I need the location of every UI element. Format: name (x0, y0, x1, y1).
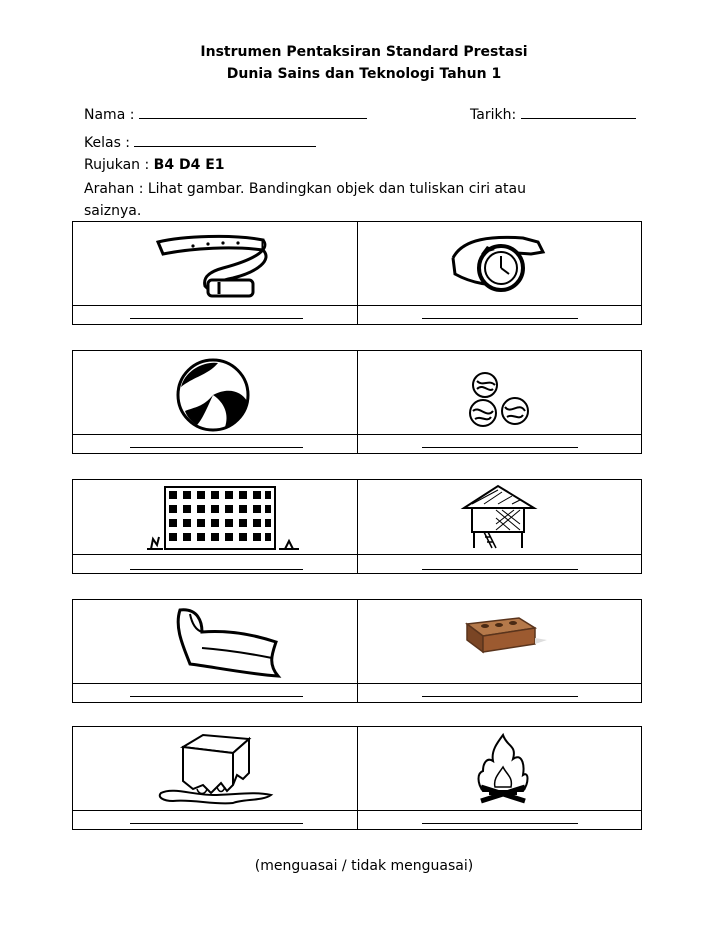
answer-line-left-1[interactable] (130, 318, 303, 319)
rujukan-row (84, 157, 225, 173)
arahan-line-1: Arahan : Lihat gambar. Bandingkan objek dan tuliskan ciri atau (84, 181, 526, 197)
answer-line-right-1[interactable] (422, 318, 578, 319)
nama-field[interactable] (139, 104, 367, 119)
page-subtitle: Dunia Sains dan Teknologi Tahun 1 (226, 66, 502, 82)
answer-line-right-5[interactable] (422, 823, 578, 824)
kelas-row (84, 132, 316, 151)
page-title: Instrumen Pentaksiran Standard Prestasi (200, 44, 528, 60)
belt-icon (153, 230, 273, 300)
comparison-table-3 (72, 479, 642, 574)
comparison-table-1 (72, 221, 642, 325)
kelas-label: Kelas : (84, 135, 135, 151)
beach-ball-icon (173, 357, 253, 433)
melting-ice-icon (153, 729, 283, 809)
marbles-icon (463, 371, 543, 433)
campfire-icon (473, 731, 533, 807)
nama-row (84, 104, 367, 123)
wristwatch-icon (443, 228, 553, 300)
answer-line-left-3[interactable] (130, 569, 303, 570)
tarikh-label: Tarikh: (470, 107, 521, 123)
brick-icon (463, 608, 549, 656)
assessment-result-options: (menguasai / tidak menguasai) (254, 858, 474, 874)
tarikh-row (470, 104, 636, 123)
rujukan-value: B4 D4 E1 (153, 157, 225, 173)
arahan-line-2: saiznya. (84, 203, 142, 219)
answer-line-right-3[interactable] (422, 569, 578, 570)
pillow-icon (168, 604, 288, 680)
comparison-table-4 (72, 599, 642, 703)
rujukan-label: Rujukan : (84, 157, 154, 173)
answer-line-right-4[interactable] (422, 696, 578, 697)
wooden-hut-icon (458, 482, 538, 552)
apartment-building-icon (143, 483, 303, 553)
comparison-table-2 (72, 350, 642, 454)
answer-line-right-2[interactable] (422, 447, 578, 448)
kelas-field[interactable] (134, 132, 316, 147)
answer-line-left-5[interactable] (130, 823, 303, 824)
answer-line-left-2[interactable] (130, 447, 303, 448)
nama-label: Nama : (84, 107, 139, 123)
answer-line-left-4[interactable] (130, 696, 303, 697)
tarikh-field[interactable] (521, 104, 636, 119)
comparison-table-5 (72, 726, 642, 830)
